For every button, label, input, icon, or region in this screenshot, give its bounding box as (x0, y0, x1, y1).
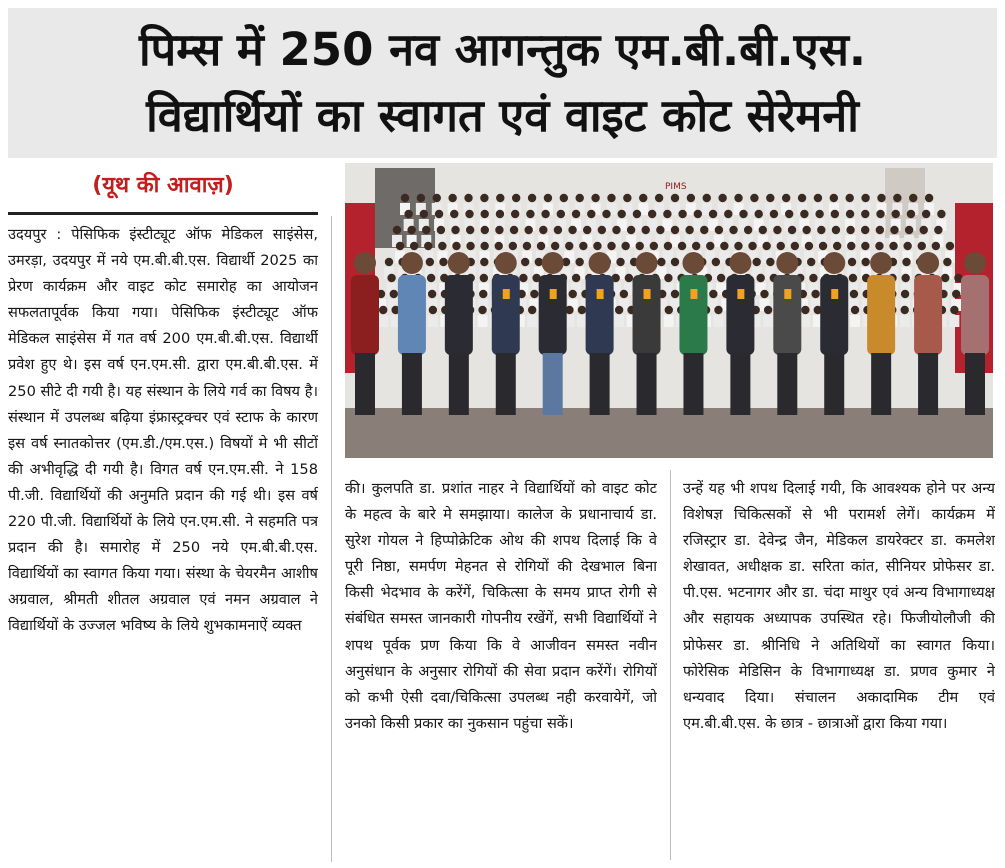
photo-student-head (709, 290, 717, 298)
photo-student-coat (763, 315, 773, 327)
photo-student-head (712, 258, 720, 266)
photo-student-head (495, 226, 503, 234)
photo-backdrop-logo: PIMS (665, 182, 687, 192)
photo-student-head (524, 226, 532, 234)
photo-student-head (800, 210, 808, 218)
photo-student-head (479, 290, 487, 298)
photo-student-head (920, 226, 928, 234)
photo-student-head (833, 242, 841, 250)
photo-student-head (720, 242, 728, 250)
photo-student-coat (900, 315, 910, 327)
photo-guest (351, 252, 379, 415)
photo-student-head (766, 194, 774, 202)
photo-student-head (756, 274, 764, 282)
photo-student-head (753, 258, 761, 266)
photo-student-head (625, 274, 633, 282)
photo-student-head (876, 210, 884, 218)
photo-student-head (627, 226, 635, 234)
photo-guest (820, 252, 848, 415)
photo-student-head (706, 242, 714, 250)
photo-student-head (551, 242, 559, 250)
photo-student-head (481, 210, 489, 218)
photo-student-head (777, 242, 785, 250)
photo-student-head (560, 194, 568, 202)
photo-student-head (925, 194, 933, 202)
photo-student-head (657, 258, 665, 266)
photo-student-head (734, 194, 742, 202)
photo-student-head (764, 306, 772, 314)
photo-student-head (766, 258, 774, 266)
photo-student-head (396, 242, 404, 250)
photo-student-head (665, 306, 673, 314)
photo-student-head (671, 194, 679, 202)
photo-student-head (802, 226, 810, 234)
photo-student-head (892, 210, 900, 218)
article-column-3: उन्हें यह भी शपथ दिलाई गयी, कि आवश्यक होने पर अन्य विशेषज्ञ चिकित्सकों से भी परामर्श लेगें। कार्यक्रम में रजिस्ट्रार डा. देवेन्द्र जैन, मेडिकल डायरेक्टर डा. कमलेश शेखावत, अधीक्षक डा. सरिता कांत, सीनियर प्रोफेसर डा. पी.एस. भटनागर और डा. चंदा माथुर एवं अन्य विभागाध्यक्ष और सहायक अध्यापक उपस्थित रहे। फिजीयोलौजी की प्रोफेसर डा. श्रीनिधि ने अतिथियों का स्वागत किया। फोरेसिक मेडिसिन के विभागाध्यक्ष डा. प्रणव कुमार ने धन्यवाद दिया। संचालन अकादामिक टीम एवं एम.बी.बी.एस. के छात्र - छात्राओं द्वारा किया गया। (683, 480, 995, 732)
photo-student-head (496, 210, 504, 218)
photo-student-head (846, 194, 854, 202)
photo-student-head (385, 258, 393, 266)
photo-student-head (583, 226, 591, 234)
photo-guest (586, 252, 614, 415)
photo-student-head (714, 306, 722, 314)
photo-student-head (678, 242, 686, 250)
photo-student-head (694, 210, 702, 218)
photo-student-head (521, 258, 529, 266)
photo-student-head (656, 226, 664, 234)
photo-student-head (539, 226, 547, 234)
photo-student-head (602, 210, 610, 218)
photo-guest (726, 252, 754, 415)
photo-student-head (663, 210, 671, 218)
photo-student-head (819, 242, 827, 250)
photo-student-head (568, 226, 576, 234)
photo-student-head (420, 210, 428, 218)
photo-student-head (410, 242, 418, 250)
photo-student-head (466, 242, 474, 250)
photo-student-head (655, 194, 663, 202)
photo-student-head (918, 242, 926, 250)
photo-student-head (687, 194, 695, 202)
photo-student-head (724, 210, 732, 218)
photo-student-head (750, 194, 758, 202)
photo-student-head (427, 274, 435, 282)
photo-student-head (798, 194, 806, 202)
photo-student-head (621, 242, 629, 250)
photo-guest (867, 252, 895, 415)
photo-student-head (748, 242, 756, 250)
photo-student-head (850, 290, 858, 298)
photo-student-head (831, 210, 839, 218)
photo-student-head (729, 226, 737, 234)
photo-student-head (438, 242, 446, 250)
photo-student-head (785, 210, 793, 218)
photo-student-head (464, 194, 472, 202)
photo-student-head (530, 290, 538, 298)
photo-student-coat (378, 315, 388, 327)
photo-student-head (909, 194, 917, 202)
photo-student-head (905, 226, 913, 234)
photo-student-head (598, 226, 606, 234)
photo-guest (633, 252, 661, 415)
photo-student-head (633, 210, 641, 218)
photo-guest (539, 252, 567, 415)
photo-student-head (744, 226, 752, 234)
photo-student-head (717, 274, 725, 282)
photo-student-head (671, 258, 679, 266)
photo-student-coat (478, 315, 488, 327)
photo-student-head (509, 242, 517, 250)
article-column-1: उदयपुर : पेसिफिक इंस्टीट्यूट ऑफ मेडिकल साइंसेस, उमरड़ा, उदयपुर में नये एम.बी.बी.एस. विद्यार्थी 2025 का प्रेरण कार्यक्रम और वाइट कोट समारोह का आयोजन सफलतापूर्वक किया गया। पेसिफिक इंस्टीट्यूट ऑफ मेडिकल साइंसेस में गत वर्ष 200 एम.बी.बी.एस. विद्यार्थी प्रवेश हुए थे। इस वर्ष एन.एम.सी. द्वारा एम.बी.बी.एस. में 250 सीटे दी गयी है। यह संस्थान के लिये गर्व का विषय है। संस्थान में उपलब्ध बढ़िया इंफ्रास्ट्रक्चर एवं स्टाफ के कारण इस वर्ष स्नातकोत्तर (एम.डी./एम.एस.) विषयों मे भी सीटों की अभीवृद्धि दी गयी है। विगत वर्ष एन.एम.सी. ने 158 पी.जी. विद्यार्थियों की अनुमति प्रदान की गई थी। इस वर्ष 220 पी.जी. विद्यार्थियों के लिये एन.एम.सी. ने सहमति पत्र प्रदान की है। समारोह में 250 नये एम.बी.बी.एस. विद्यार्थियों का स्वागत किया गया। संस्था के चेयरमैन आशीष अग्रवाल, श्रीमती शीतल अग्रवाल एवं नमन अग्रवाल ने विद्यार्थियों के उज्जल भविष्य के लिये शुभकामनाऐं व्यक्त (8, 226, 318, 635)
photo-student-head (495, 242, 503, 250)
byline: (यूथ की आवाज़) (92, 173, 234, 198)
photo-student-head (788, 226, 796, 234)
photo-student-head (875, 242, 883, 250)
photo-student-head (465, 210, 473, 218)
photo-student-head (379, 306, 387, 314)
photo-student-head (393, 226, 401, 234)
photo-student-head (480, 274, 488, 282)
photo-student-head (876, 226, 884, 234)
photo-student-head (554, 226, 562, 234)
headline (8, 8, 997, 158)
photo-student-head (847, 242, 855, 250)
photo-student-head (671, 226, 679, 234)
photo-student-head (848, 258, 856, 266)
photo-student-head (387, 274, 395, 282)
photo-student-head (428, 290, 436, 298)
photo-student-head (480, 194, 488, 202)
photo-student-head (811, 290, 819, 298)
photo-student-head (448, 194, 456, 202)
photo-student-head (466, 226, 474, 234)
photo-student-head (685, 226, 693, 234)
photo-student-head (861, 242, 869, 250)
photo-student-head (861, 210, 869, 218)
photo-student-head (623, 194, 631, 202)
photo-student-head (591, 194, 599, 202)
photo-student-head (805, 242, 813, 250)
column-divider (670, 470, 671, 860)
photo-student-head (770, 210, 778, 218)
photo-student-head (952, 290, 960, 298)
photo-student-head (528, 194, 536, 202)
photo-student-coat (949, 315, 959, 327)
photo-student-head (537, 242, 545, 250)
photo-student-head (569, 290, 577, 298)
photo-student-head (642, 226, 650, 234)
photo-student-head (759, 226, 767, 234)
photo-student-head (593, 242, 601, 250)
photo-student-head (636, 242, 644, 250)
photo-student-head (480, 242, 488, 250)
photo-student-head (401, 194, 409, 202)
photo-student-head (450, 210, 458, 218)
photo-student-head (528, 306, 536, 314)
photo-student-head (809, 274, 817, 282)
photo-student-head (715, 226, 723, 234)
photo-student-head (639, 194, 647, 202)
photo-student-head (861, 194, 869, 202)
photo-student-head (782, 194, 790, 202)
photo-student-head (607, 242, 615, 250)
photo-student-head (587, 210, 595, 218)
photo-student-head (426, 258, 434, 266)
photo-student-head (889, 242, 897, 250)
photo-guest (914, 252, 942, 415)
photo-student-head (791, 242, 799, 250)
photo-student-head (851, 306, 859, 314)
photo-student-head (801, 306, 809, 314)
photo-student-head (541, 210, 549, 218)
photo-student-head (922, 210, 930, 218)
column-divider (331, 216, 332, 862)
photo-student-head (832, 226, 840, 234)
photo-student-head (718, 194, 726, 202)
photo-student-head (650, 242, 658, 250)
photo-student-head (671, 290, 679, 298)
photo-student-head (417, 194, 425, 202)
photo-student-head (950, 306, 958, 314)
photo-student-coat (664, 315, 674, 327)
photo-student-head (815, 210, 823, 218)
photo-student-head (478, 306, 486, 314)
photo-student-head (893, 194, 901, 202)
photo-student-head (692, 242, 700, 250)
photo-student-head (433, 194, 441, 202)
photo-student-head (807, 258, 815, 266)
photo-student-head (901, 306, 909, 314)
photo-student-head (846, 210, 854, 218)
photo-student-head (579, 242, 587, 250)
photo-student-head (452, 242, 460, 250)
photo-student-head (861, 258, 869, 266)
photo-student-coat (850, 315, 860, 327)
group-photo-illustration (345, 163, 993, 458)
photo-student-head (890, 226, 898, 234)
photo-student-head (648, 210, 656, 218)
photo-guest (445, 252, 473, 415)
photo-student-head (429, 306, 437, 314)
photo-student-head (422, 226, 430, 234)
photo-student-head (943, 258, 951, 266)
photo-student-head (709, 210, 717, 218)
group-photo (345, 163, 993, 458)
photo-student-head (678, 210, 686, 218)
photo-student-head (435, 210, 443, 218)
photo-guest (773, 252, 801, 415)
photo-student-head (424, 242, 432, 250)
photo-student-coat (800, 315, 810, 327)
photo-student-head (512, 194, 520, 202)
photo-student-head (526, 210, 534, 218)
photo-student-coat (428, 315, 438, 327)
photo-student-head (903, 242, 911, 250)
photo-student-head (439, 258, 447, 266)
photo-student-coat (713, 315, 723, 327)
photo-student-head (615, 306, 623, 314)
photo-student-head (901, 274, 909, 282)
photo-student-head (404, 210, 412, 218)
photo-student-head (932, 242, 940, 250)
photo-student-head (616, 258, 624, 266)
photo-student-head (620, 290, 628, 298)
photo-student-head (849, 274, 857, 282)
photo-student-head (877, 194, 885, 202)
photo-student-head (846, 226, 854, 234)
photo-student-head (901, 290, 909, 298)
headline-line-1: पिम्स में 250 नव आगन्तुक एम.बी.बी.एस. (138, 23, 866, 76)
photo-student-head (902, 258, 910, 266)
photo-student-head (481, 226, 489, 234)
headline-line-2: विद्यार्थियों का स्वागत एवं वाइट कोट सेरेमनी (146, 89, 859, 142)
photo-student-head (572, 210, 580, 218)
photo-student-head (946, 242, 954, 250)
byline-rule (8, 212, 318, 215)
article-column-2: की। कुलपति डा. प्रशांत नाहर ने विद्यार्थियों को वाइट कोट के महत्व के बारे मे समझाया। कालेज के प्रधानाचार्य डा. सुरेश गोयल ने हिप्पोक्रेटिक ओथ की शपथ दिलाई कि वे पूरी निष्ठा, समर्पण मेहनत से रोगियों की देखभाल बिना किसी भेदभाव के करेंगें, चिकित्सा के समय प्राप्त रोगी से संबंधित समस्त जानकारी गोपनीय रखेंगें, सभी विद्यार्थियों ने शपथ पूर्वक प्रण किया कि वे आजीवन समस्त नवीन अनुसंधान के अनुसार रोगियों की सेवा प्रदान करेंगें। रोगियों को कभी ऐसी दवा/चिकित्सा उपलब्ध नही करवायेगें, जो उनको किसी प्रकार का नुकसान पहुंचा सकें। (345, 480, 657, 732)
photo-student-head (576, 194, 584, 202)
photo-student-head (703, 194, 711, 202)
photo-student-head (523, 242, 531, 250)
photo-student-head (937, 210, 945, 218)
photo-student-head (760, 290, 768, 298)
photo-student-head (510, 226, 518, 234)
photo-student-head (572, 274, 580, 282)
photo-student-head (511, 210, 519, 218)
photo-student-head (664, 274, 672, 282)
photo-student-head (941, 274, 949, 282)
photo-student-coat (577, 315, 587, 327)
photo-student-head (814, 194, 822, 202)
photo-student-head (451, 226, 459, 234)
photo-student-head (755, 210, 763, 218)
photo-guest (679, 252, 707, 415)
photo-student-head (907, 210, 915, 218)
photo-student-head (575, 258, 583, 266)
photo-student-coat (527, 315, 537, 327)
photo-student-head (762, 242, 770, 250)
photo-student-head (773, 226, 781, 234)
photo-student-head (830, 194, 838, 202)
photo-student-head (496, 194, 504, 202)
photo-student-head (557, 210, 565, 218)
photo-student-head (437, 226, 445, 234)
photo-student-head (618, 210, 626, 218)
photo-guest (398, 252, 426, 415)
photo-student-coat (614, 315, 624, 327)
photo-student-head (578, 306, 586, 314)
photo-student-head (544, 194, 552, 202)
photo-student-head (612, 226, 620, 234)
photo-student-head (565, 242, 573, 250)
photo-student-head (664, 242, 672, 250)
photo-student-head (934, 226, 942, 234)
photo-guest (961, 252, 989, 415)
photo-student-head (861, 226, 869, 234)
photo-student-head (519, 274, 527, 282)
photo-student-head (607, 194, 615, 202)
photo-student-head (390, 290, 398, 298)
photo-student-head (817, 226, 825, 234)
photo-student-head (480, 258, 488, 266)
photo-student-head (407, 226, 415, 234)
photo-floor (345, 408, 993, 458)
photo-student-head (734, 242, 742, 250)
photo-student-head (700, 226, 708, 234)
photo-guest (492, 252, 520, 415)
photo-student-head (739, 210, 747, 218)
